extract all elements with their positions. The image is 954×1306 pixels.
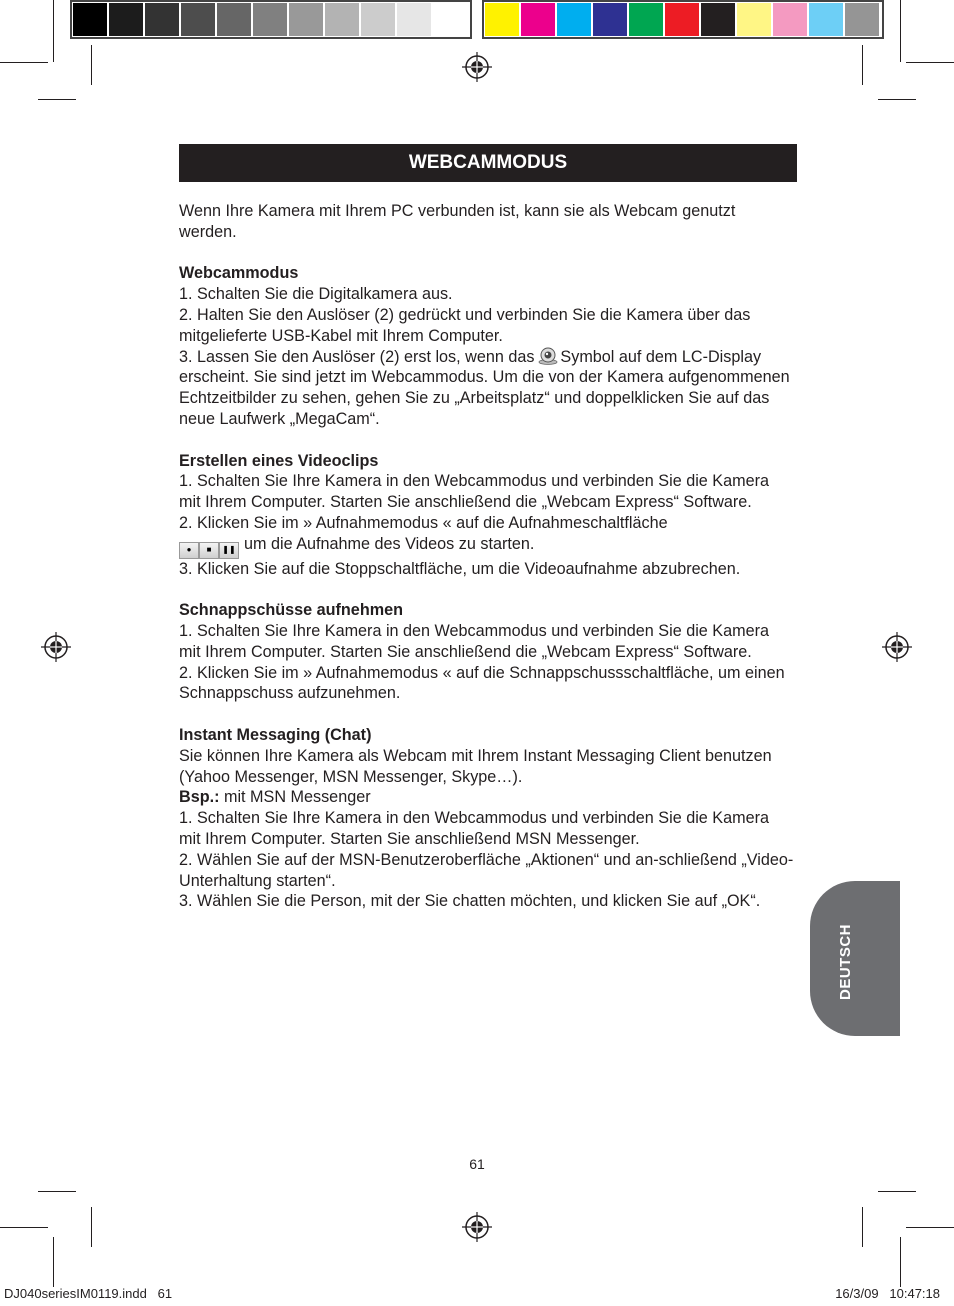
color-swatch: [845, 3, 879, 36]
registration-mark-icon: [462, 1212, 492, 1242]
step: 1. Schalten Sie die Digitalkamera aus.: [179, 285, 453, 304]
stop-icon: ■: [199, 542, 219, 559]
step: 3. Klicken Sie auf die Stoppschaltfläche, um die Videoaufnahme abzubrechen.: [179, 559, 741, 578]
page-title: WEBCAMMODUS: [179, 144, 797, 182]
gray-swatch: [217, 3, 251, 36]
step: 1. Schalten Sie Ihre Kamera in den Webcammodus und verbinden Sie die Kamera mit Ihrem Computer. Starten Sie anschließend MSN Messenger.: [179, 809, 769, 848]
section-heading-webcam: Webcammodus: [179, 264, 299, 283]
step: 2. Klicken Sie im » Aufnahmemodus « auf die Aufnahmeschaltfläche: [179, 513, 668, 532]
section-heading-chat: Instant Messaging (Chat): [179, 726, 372, 745]
gray-swatch: [73, 3, 107, 36]
footer-filename: DJ040seriesIM0119.indd 61: [4, 1286, 173, 1301]
color-swatch: [485, 3, 519, 36]
section-heading-snapshot: Schnappschüsse aufnehmen: [179, 601, 403, 620]
color-swatch: [593, 3, 627, 36]
registration-mark-icon: [462, 52, 492, 82]
step: 2. Klicken Sie im » Aufnahmemodus « auf die Schnappschussschaltfläche, um einen Schnappschuss aufzunehmen.: [179, 663, 785, 703]
gray-swatch: [325, 3, 359, 36]
gray-swatch: [181, 3, 215, 36]
step: 1. Schalten Sie Ihre Kamera in den Webcammodus und verbinden Sie die Kamera mit Ihrem Computer. Starten Sie anschließend die „Webcam Express“ Software.: [179, 622, 769, 661]
gray-swatch: [361, 3, 395, 36]
step: 1. Schalten Sie Ihre Kamera in den Webcammodus und verbinden Sie die Kamera mit Ihrem Computer. Starten Sie anschließend die „Webcam Express“ Software.: [179, 472, 769, 512]
gray-swatch: [253, 3, 287, 36]
footer-timestamp: 16/3/09 10:47:18: [835, 1286, 940, 1301]
document-body: [179, 201, 794, 912]
registration-mark-icon: [41, 632, 71, 662]
pause-icon: ❚❚: [219, 542, 239, 559]
step: ● ■ ❚❚ um die Aufnahme des Videos zu starten.: [179, 534, 794, 559]
color-swatch: [737, 3, 771, 36]
gray-swatch: [109, 3, 143, 36]
registration-mark-icon: [882, 632, 912, 662]
gray-swatch: [145, 3, 179, 36]
chat-intro: Sie können Ihre Kamera als Webcam mit Ihrem Instant Messaging Client benutzen (Yahoo Messenger, MSN Messenger, Skype…).: [179, 746, 772, 786]
gray-swatch: [433, 3, 467, 36]
gray-swatch: [397, 3, 431, 36]
language-tab-label: DEUTSCH: [837, 923, 854, 1000]
example-line: Bsp.: mit MSN Messenger: [179, 788, 371, 807]
gray-swatch: [289, 3, 323, 36]
color-swatch: [809, 3, 843, 36]
intro-text: Wenn Ihre Kamera mit Ihrem PC verbunden ist, kann sie als Webcam genutzt werden.: [179, 202, 736, 241]
step: 3. Lassen Sie den Auslöser (2) erst los, wenn das Symbol auf dem LC-Display erscheint. Sie sind jetzt im Webcammodus. Um die von der Kamera aufgenommenen Echtzeitbilder zu sehen, gehen Sie zu „Arbeitsplatz“ und doppelklicken Sie auf das neue Laufwerk „MegaCam“.: [179, 347, 790, 428]
color-swatch: [521, 3, 555, 36]
step: 2. Halten Sie den Auslöser (2) gedrückt und verbinden Sie die Kamera über das mitgelieferte USB-Kabel mit Ihrem Computer.: [179, 305, 751, 345]
step: 2. Wählen Sie auf der MSN-Benutzeroberfläche „Aktionen“ und an-schließend „Video-Unterhaltung starten“.: [179, 850, 794, 890]
language-tab: [810, 881, 900, 1036]
record-buttons-icon: [179, 542, 239, 559]
step: 3. Wählen Sie die Person, mit der Sie chatten möchten, und klicken Sie auf „OK“.: [179, 892, 761, 911]
color-swatch: [629, 3, 663, 36]
record-icon: ●: [179, 542, 199, 559]
color-swatch: [665, 3, 699, 36]
color-swatch: [557, 3, 591, 36]
section-heading-video: Erstellen eines Videoclips: [179, 451, 379, 470]
page-number: 61: [469, 1156, 485, 1172]
color-swatch: [701, 3, 735, 36]
color-swatch: [773, 3, 807, 36]
webcam-icon: [538, 347, 558, 365]
